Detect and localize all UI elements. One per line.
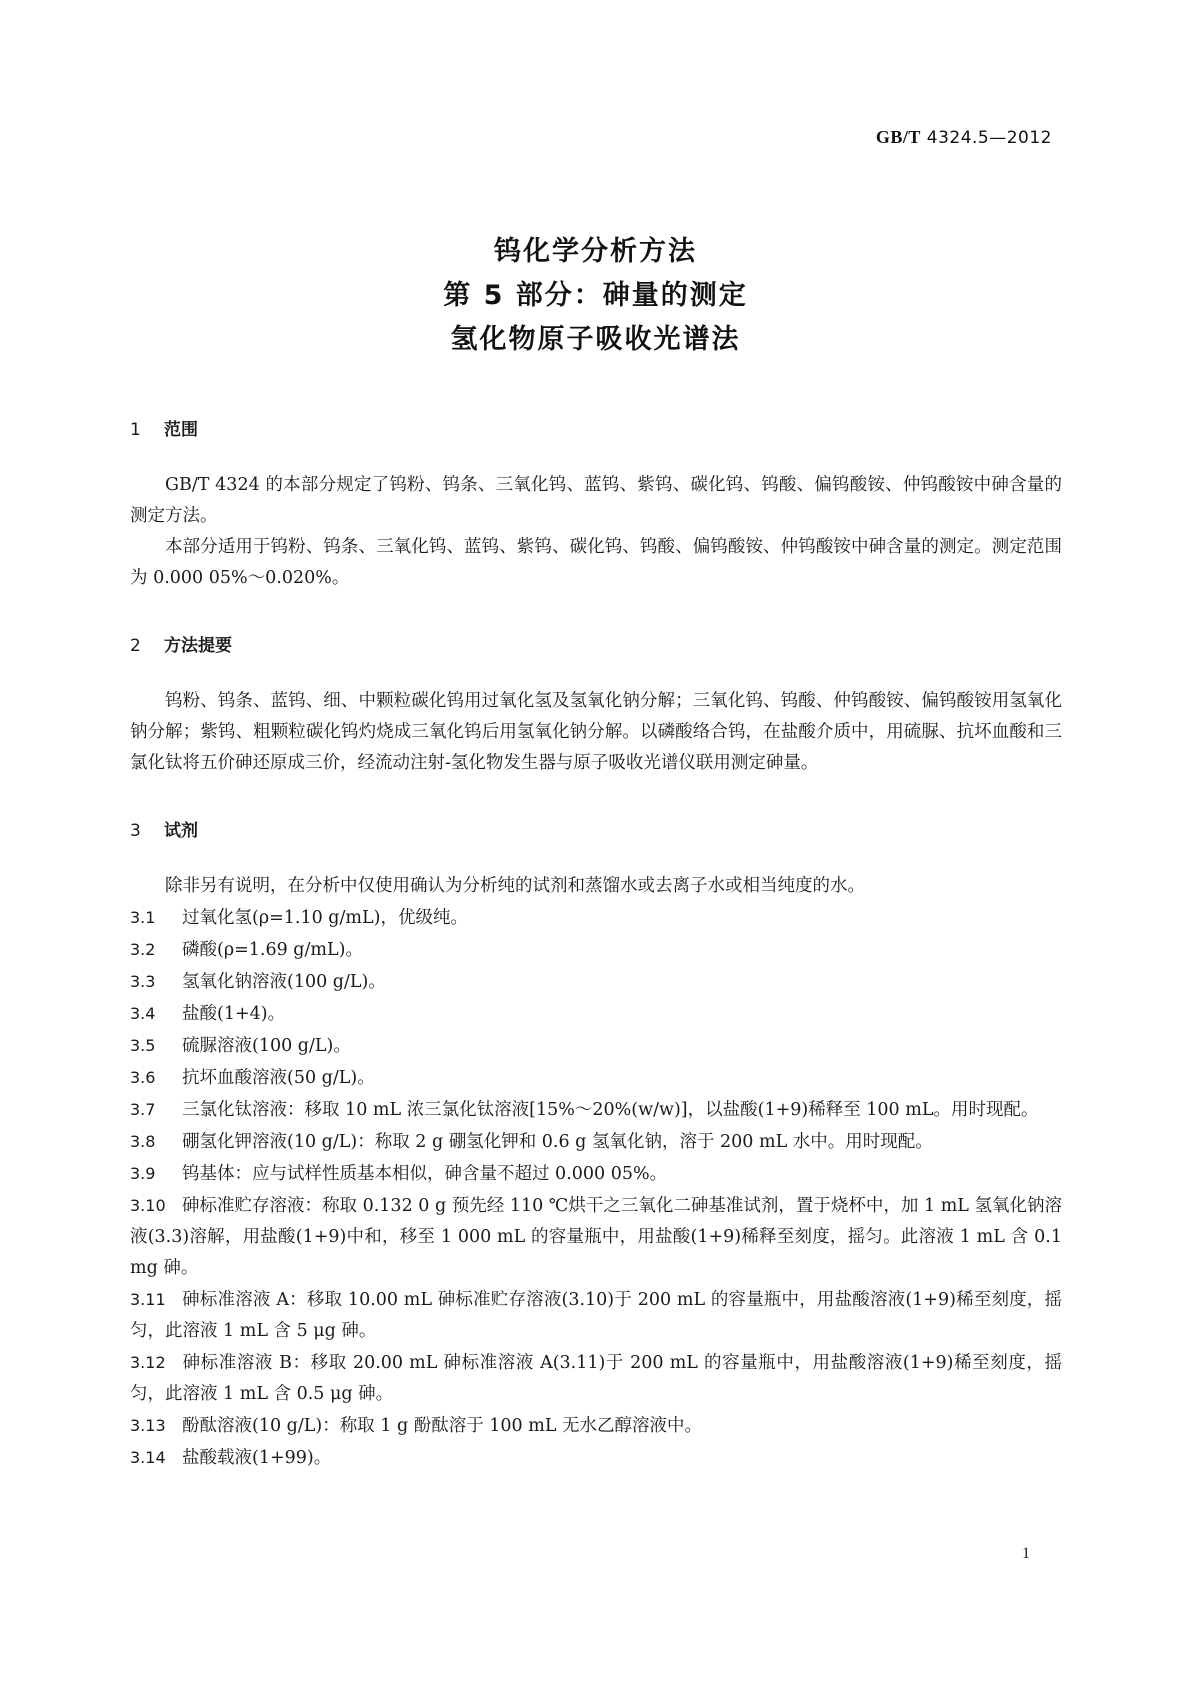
reagent-item — [130, 1190, 1062, 1284]
document-title — [0, 230, 1191, 362]
section-number: 3 — [130, 821, 141, 841]
page-number: 1 — [1022, 1545, 1030, 1562]
section-3-intro: 除非另有说明，在分析中仅使用确认为分析纯的试剂和蒸馏水或去离子水或相当纯度的水。 — [165, 876, 865, 896]
standard-number: 4324.5—2012 — [926, 128, 1052, 148]
reagent-item — [130, 1094, 1062, 1126]
item-number: 3.5 — [130, 1036, 156, 1055]
reagent-item — [130, 1410, 1062, 1442]
reagent-list — [130, 902, 1062, 1474]
item-number: 3.6 — [130, 1068, 156, 1087]
item-text: 砷标准溶液 A：移取 10.00 mL 砷标准贮存溶液(3.10)于 200 mL 的容量瓶中，用盐酸溶液(1+9)稀至刻度，摇匀，此溶液 1 mL 含 5 μg 砷。 — [130, 1290, 1062, 1341]
reagent-item — [130, 1158, 1062, 1190]
section-number: 1 — [130, 420, 141, 440]
section-1-heading — [130, 416, 1062, 444]
item-number: 3.1 — [130, 908, 156, 927]
standard-code — [876, 127, 1052, 148]
item-number: 3.12 — [130, 1353, 166, 1372]
item-number: 3.10 — [130, 1196, 166, 1215]
reagent-item — [130, 998, 1062, 1030]
reagent-item — [130, 1062, 1062, 1094]
reagent-item — [130, 1126, 1062, 1158]
item-text: 钨基体：应与试样性质基本相似，砷含量不超过 0.000 05%。 — [182, 1164, 668, 1184]
item-text: 抗坏血酸溶液(50 g/L)。 — [182, 1068, 375, 1088]
item-text: 砷标准溶液 B：移取 20.00 mL 砷标准溶液 A(3.11)于 200 mL 的容量瓶中，用盐酸溶液(1+9)稀至刻度，摇匀，此溶液 1 mL 含 0.5 μg 砷。 — [130, 1353, 1062, 1404]
reagent-item — [130, 966, 1062, 998]
item-number: 3.11 — [130, 1290, 166, 1309]
item-number: 3.8 — [130, 1132, 156, 1151]
title-line-2: 第 5 部分：砷量的测定 — [443, 280, 748, 311]
standard-prefix: GB/T — [875, 127, 921, 147]
item-text: 酚酞溶液(10 g/L)：称取 1 g 酚酞溶于 100 mL 无水乙醇溶液中。 — [182, 1416, 703, 1436]
item-number: 3.4 — [130, 1004, 156, 1023]
item-text: 三氯化钛溶液：移取 10 mL 浓三氯化钛溶液[15%～20%(w/w)]，以盐酸(1+9)稀释至 100 mL。用时现配。 — [182, 1100, 1039, 1120]
title-line-3: 氢化物原子吸收光谱法 — [450, 324, 741, 355]
item-number: 3.13 — [130, 1416, 166, 1435]
item-text: 过氧化氢(ρ=1.10 g/mL)，优级纯。 — [182, 908, 468, 928]
item-number: 3.3 — [130, 972, 156, 991]
section-title: 方法提要 — [164, 636, 232, 656]
item-text: 氢氧化钠溶液(100 g/L)。 — [182, 972, 386, 992]
section-2-heading — [130, 632, 1062, 660]
item-text: 磷酸(ρ=1.69 g/mL)。 — [182, 940, 363, 960]
section-number: 2 — [130, 636, 141, 656]
reagent-item — [130, 1030, 1062, 1062]
reagent-item — [130, 1442, 1062, 1474]
reagent-item — [130, 1284, 1062, 1347]
item-number: 3.2 — [130, 940, 156, 959]
item-number: 3.7 — [130, 1100, 156, 1119]
item-text: 砷标准贮存溶液：称取 0.132 0 g 预先经 110 ℃烘干之三氧化二砷基准试剂，置于烧杯中，加 1 mL 氢氧化钠溶液(3.3)溶解，用盐酸(1+9)中和，移至 1 000 mL 的容量瓶中，用盐酸(1+9)稀释至刻度，摇匀。此溶液 1 mL 含 0.1 mg 砷。 — [130, 1196, 1062, 1278]
title-line-1: 钨化学分析方法 — [494, 236, 697, 267]
item-text: 硫脲溶液(100 g/L)。 — [182, 1036, 351, 1056]
section-1-paragraph-2: 本部分适用于钨粉、钨条、三氧化钨、蓝钨、紫钨、碳化钨、钨酸、偏钨酸铵、仲钨酸铵中砷含量的测定。测定范围为 0.000 05%～0.020%。 — [130, 537, 1062, 588]
document-body — [130, 416, 1062, 1474]
section-title: 试剂 — [164, 821, 198, 841]
section-3-heading — [130, 817, 1062, 845]
section-1-paragraph-1: GB/T 4324 的本部分规定了钨粉、钨条、三氧化钨、蓝钨、紫钨、碳化钨、钨酸、偏钨酸铵、仲钨酸铵中砷含量的测定方法。 — [130, 475, 1062, 526]
item-text: 盐酸载液(1+99)。 — [182, 1448, 332, 1468]
item-text: 硼氢化钾溶液(10 g/L)：称取 2 g 硼氢化钾和 0.6 g 氢氧化钠，溶于 200 mL 水中。用时现配。 — [182, 1132, 933, 1152]
item-text: 盐酸(1+4)。 — [182, 1004, 286, 1024]
item-number: 3.14 — [130, 1448, 166, 1467]
reagent-item — [130, 1347, 1062, 1410]
item-number: 3.9 — [130, 1164, 156, 1183]
section-2-paragraph: 钨粉、钨条、蓝钨、细、中颗粒碳化钨用过氧化氢及氢氧化钠分解；三氧化钨、钨酸、仲钨酸铵、偏钨酸铵用氢氧化钠分解；紫钨、粗颗粒碳化钨灼烧成三氧化钨后用氢氧化钠分解。以磷酸络合钨，在盐酸介质中，用硫脲、抗坏血酸和三氯化钛将五价砷还原成三价，经流动注射-氢化物发生器与原子吸收光谱仪联用测定砷量。 — [130, 691, 1062, 773]
reagent-item — [130, 934, 1062, 966]
section-title: 范围 — [164, 420, 198, 440]
reagent-item — [130, 902, 1062, 934]
